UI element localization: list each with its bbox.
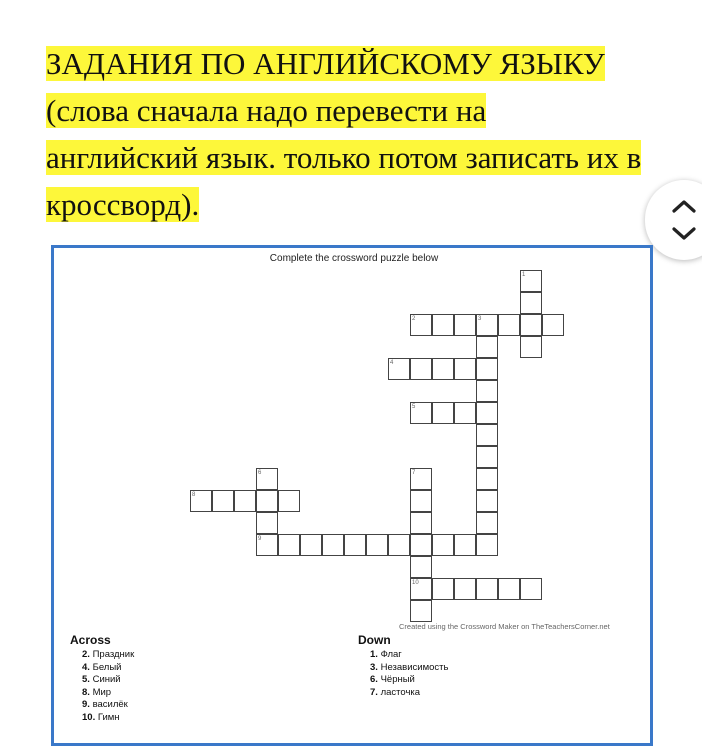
down-clues — [358, 633, 448, 699]
crossword-cell — [520, 292, 542, 314]
crossword-cell — [476, 468, 498, 490]
clue-text: Синий — [92, 674, 121, 685]
clue-text: василёк — [92, 699, 128, 710]
clue-text: Гимн — [97, 711, 120, 723]
clue-number-label: 4 — [390, 360, 394, 366]
crossword-cell — [322, 534, 344, 556]
clue-row — [70, 649, 134, 662]
clue-row — [70, 674, 134, 687]
across-heading: Across — [70, 633, 111, 647]
clue-row — [358, 674, 448, 687]
clue-text: Флаг — [380, 649, 402, 660]
instruction-heading — [46, 40, 646, 228]
crossword-cell — [344, 534, 366, 556]
crossword-cell — [300, 534, 322, 556]
crossword-cell — [476, 578, 498, 600]
crossword-puzzle-image — [51, 245, 653, 746]
down-heading: Down — [358, 633, 391, 647]
crossword-cell — [212, 490, 234, 512]
clue-text: ласточка — [380, 686, 421, 698]
clue-number: 9. — [82, 699, 90, 710]
crossword-cell — [410, 490, 432, 512]
crossword-cell — [476, 380, 498, 402]
crossword-cell — [366, 534, 388, 556]
clue-number-label: 7 — [412, 470, 416, 476]
clue-number-label: 5 — [412, 404, 416, 410]
clue-number-label: 3 — [478, 316, 482, 322]
crossword-cell — [410, 358, 432, 380]
crossword-cell — [454, 578, 476, 600]
crossword-cell — [278, 490, 300, 512]
crossword-cell — [476, 358, 498, 380]
crossword-cell — [410, 534, 432, 556]
crossword-cell — [476, 446, 498, 468]
crossword-cell — [520, 336, 542, 358]
clue-row — [70, 712, 134, 725]
clue-row — [70, 687, 134, 700]
crossword-cell — [410, 600, 432, 622]
clue-row — [70, 699, 134, 712]
puzzle-credit: Created using the Crossword Maker on TheTeachersCorner.net — [399, 622, 610, 631]
chevron-down-icon — [674, 229, 694, 238]
clue-row — [358, 649, 448, 662]
crossword-cell — [454, 358, 476, 380]
clue-text: Праздник — [92, 649, 135, 660]
crossword-cell — [256, 490, 278, 512]
clue-number: 2. — [82, 649, 90, 660]
clue-number: 8. — [82, 686, 90, 698]
crossword-cell — [498, 578, 520, 600]
crossword-cell — [542, 314, 564, 336]
clue-number: 10. — [82, 711, 96, 723]
puzzle-title: Complete the crossword puzzle below — [269, 253, 439, 264]
clue-row — [358, 687, 448, 700]
clue-number: 5. — [82, 674, 90, 685]
clue-number-label: 10 — [412, 580, 419, 586]
crossword-cell — [256, 512, 278, 534]
clue-text: Мир — [92, 686, 112, 698]
instruction-text: ЗАДАНИЯ ПО АНГЛИЙСКОМУ ЯЗЫКУ (слова сначала надо перевести на английский язык. только потом записать их в кроссворд). — [46, 46, 642, 222]
clue-number-label: 2 — [412, 316, 416, 322]
crossword-cell — [234, 490, 256, 512]
clue-number: 7. — [370, 686, 378, 698]
crossword-cell — [432, 534, 454, 556]
clue-number: 4. — [82, 661, 90, 673]
crossword-cell — [432, 358, 454, 380]
crossword-cell — [454, 314, 476, 336]
crossword-cell — [476, 402, 498, 424]
chevron-up-icon — [674, 202, 694, 211]
crossword-cell — [476, 424, 498, 446]
crossword-cell — [410, 556, 432, 578]
crossword-cell — [520, 314, 542, 336]
crossword-cell — [432, 402, 454, 424]
clue-text: Белый — [92, 661, 122, 673]
clue-row — [358, 662, 448, 675]
clue-number-label: 8 — [192, 492, 196, 498]
crossword-cell — [432, 314, 454, 336]
crossword-cell — [454, 534, 476, 556]
across-clues — [70, 633, 134, 724]
crossword-cell — [410, 512, 432, 534]
crossword-cell — [476, 512, 498, 534]
scroll-up-down-button[interactable] — [645, 180, 702, 260]
crossword-cell — [476, 490, 498, 512]
clue-row — [70, 662, 134, 675]
clue-text: Чёрный — [380, 674, 415, 685]
clue-number: 3. — [370, 661, 378, 673]
crossword-cell — [520, 578, 542, 600]
clue-number-label: 9 — [258, 536, 262, 542]
crossword-cell — [476, 534, 498, 556]
clue-number: 1. — [370, 649, 378, 660]
clue-number-label: 6 — [258, 470, 262, 476]
crossword-cell — [278, 534, 300, 556]
crossword-cell — [454, 402, 476, 424]
clue-text: Независимость — [380, 661, 449, 673]
clue-number-label: 1 — [522, 272, 526, 278]
crossword-cell — [498, 314, 520, 336]
clue-number: 6. — [370, 674, 378, 685]
crossword-cell — [388, 534, 410, 556]
scroll-arrows — [667, 197, 701, 243]
crossword-cell — [432, 578, 454, 600]
crossword-cell — [476, 336, 498, 358]
